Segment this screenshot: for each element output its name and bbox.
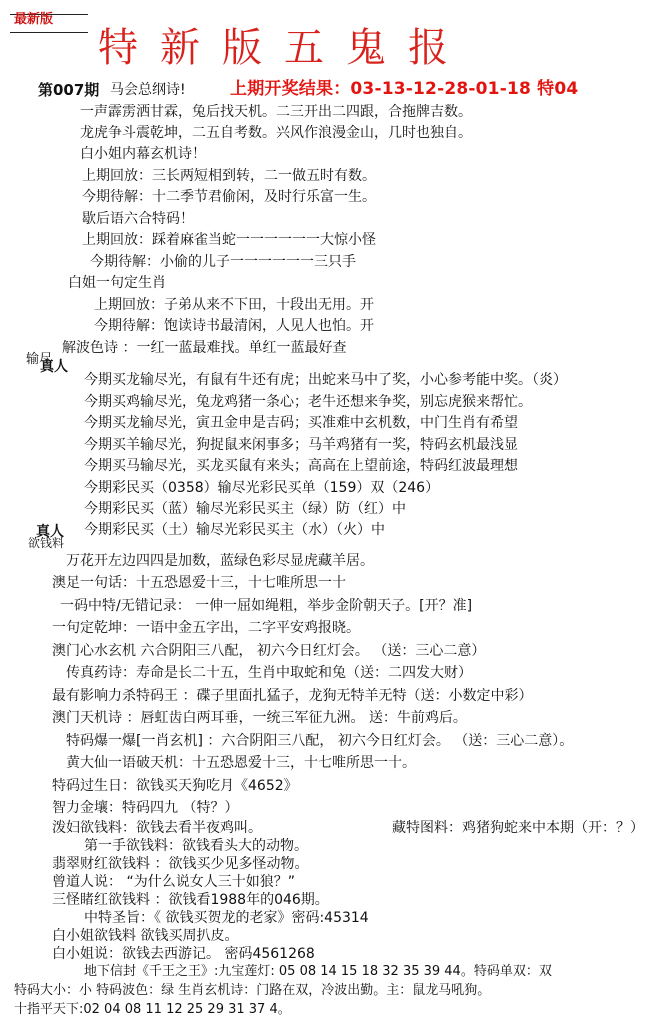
issue-number: 第007期 bbox=[38, 81, 100, 99]
list-item: 今期彩民买（蓝）输尽光彩民买主（绿）防（红）中 bbox=[84, 501, 406, 517]
list-item: 一码中特/无错记录： 一伸一屈如绳粗，举步金阶朝天子。[开？准] bbox=[60, 598, 473, 614]
list-item: 中特圣旨：《 欲钱买贺龙的老家》密码:45314 bbox=[84, 910, 369, 926]
list-item: 今期买马输尽光，买龙买鼠有来头；高高在上望前途，特码红波最理想 bbox=[84, 458, 518, 474]
section-label: 真人 bbox=[36, 524, 64, 540]
section-label: 输尽 bbox=[26, 352, 53, 367]
list-item: 特码大小：小 特码波色：绿 生肖玄机诗：门路在双，冷波出勤。主：鼠龙马吼狗。 bbox=[14, 983, 491, 998]
list-item: 白小姐欲钱料 欲钱买周扒皮。 bbox=[52, 928, 239, 944]
list-item: 今期彩民买（0358）输尽光彩民买单（159）双（246） bbox=[84, 480, 440, 496]
hidden-chart-note: 藏特图料：鸡猪狗蛇来中本期（开：？） bbox=[392, 820, 644, 836]
last-result: 上期开奖结果：03-13-12-28-01-18 特04 bbox=[230, 79, 579, 99]
list-item: 传真药诗：寿命是长二十五，生肖中取蛇和兔（送：二四发大财） bbox=[66, 665, 472, 681]
section-heading: 歇后语六合特码！ bbox=[82, 211, 194, 227]
page-title: 特新版五鬼报 bbox=[98, 25, 470, 71]
edition-badge: 最新版 bbox=[14, 12, 54, 27]
verse-line: 今期待解：小偷的儿子一一一一一一三只手 bbox=[90, 254, 356, 270]
verse-line: 上期回放：子弟从来不下田，十段出无用。开 bbox=[94, 297, 374, 313]
list-item: 最有影响力杀特码王 ：碟子里面扎猛子，龙狗无特羊无特（送：小数定中彩） bbox=[52, 688, 533, 704]
list-item: 地下信封《千王之王》:九宝莲灯: 05 08 14 15 18 32 35 39 44。特码单双：双 bbox=[84, 964, 552, 979]
list-item: 万花开左边四四是加数，蓝绿色彩尽显虎藏羊居。 bbox=[66, 553, 374, 569]
section-heading: 白小姐内幕玄机诗！ bbox=[80, 146, 206, 162]
list-item: 今期买龙输尽光，寅丑金申是吉码；买准难中玄机数，中门生肖有希望 bbox=[84, 415, 518, 431]
list-item: 十指平天下:02 04 08 11 12 25 29 31 37 4。 bbox=[14, 1002, 291, 1017]
list-item: 澳门心水玄机 六合阴阳三八配， 初六今日红灯会。 （送：三心二意） bbox=[52, 643, 486, 659]
list-item: 第一手欲钱料：欲钱看头大的动物。 bbox=[84, 838, 308, 854]
verse-line: 龙虎争斗震乾坤，二五自考数。兴风作浪漫金山，几时也独自。 bbox=[80, 125, 472, 141]
list-item: 白小姐说：欲钱去西游记。 密码4561268 bbox=[52, 946, 315, 962]
verse-line: 一声霹雳洒甘霖，兔后找天机。二三开出二四跟，合拖牌吉数。 bbox=[80, 104, 472, 120]
verse-line: 解波色诗 ：一红一蓝最难找。单红一蓝最好查 bbox=[62, 340, 347, 356]
list-item: 特码爆一爆[一肖玄机] ：六合阴阳三八配， 初六今日红灯会。 （送：三心二意）。 bbox=[66, 733, 574, 749]
list-item: 今期彩民买（土）输尽光彩民买主（水）（火）中 bbox=[84, 522, 385, 538]
verse-line: 今期待解：饱读诗书最清闲，人见人也怕。开 bbox=[94, 318, 374, 334]
section-label: 欲钱料 bbox=[28, 536, 65, 550]
verse-line: 今期待解：十二季节君偷闲，及时行乐富一生。 bbox=[82, 189, 376, 205]
list-item: 特码过生日：欲钱买天狗吃月《4652》 bbox=[52, 778, 298, 794]
list-item: 一句定乾坤：一语中金五字出，二字平安鸡报晓。 bbox=[52, 620, 360, 636]
verse-line: 上期回放：踩着麻雀当蛇一一一一一一大惊小怪 bbox=[82, 232, 376, 248]
list-item: 今期买羊输尽光，狗捉鼠来闲事多；马羊鸡猪有一奖，特码玄机最浅显 bbox=[84, 437, 518, 453]
list-item: 曾道人说： “为什么说女人三十如狼？” bbox=[52, 874, 295, 890]
list-item: 澳足一句话：十五恐恩爱十三，十七唯所思一十 bbox=[52, 575, 346, 591]
list-item: 今期买鸡输尽光，兔龙鸡猪一条心；老牛还想来争奖，别忘虎猴来帮忙。 bbox=[84, 394, 532, 410]
list-item: 翡翠财红欲钱料 ：欲钱买少见多怪动物。 bbox=[52, 856, 309, 872]
section-label: 真人 bbox=[40, 359, 68, 375]
list-item: 智力金壤：特码四九 （特？） bbox=[52, 800, 239, 816]
list-item: 澳门天机诗 ：唇虹齿白两耳垂，一统三军征九洲。 送：牛前鸡后。 bbox=[52, 710, 467, 726]
list-item: 黄大仙一语破天机：十五恐恩爱十三，十七唯所思一十。 bbox=[66, 755, 416, 771]
list-item: 泼妇欲钱料：欲钱去看半夜鸡叫。 bbox=[52, 820, 262, 836]
list-item: 今期买龙输尽光，有鼠有牛还有虎；出蛇来马中了奖，小心参考能中奖。（炎） bbox=[84, 372, 567, 388]
list-item: 三怪睹红欲钱料 ：欲钱看1988年的046期。 bbox=[52, 892, 329, 908]
verse-line: 上期回放：三长两短相到转，二一做五时有数。 bbox=[82, 168, 376, 184]
issue-subtitle: 马会总纲诗! bbox=[110, 82, 186, 98]
section-heading: 白姐一句定生肖 bbox=[68, 275, 166, 291]
